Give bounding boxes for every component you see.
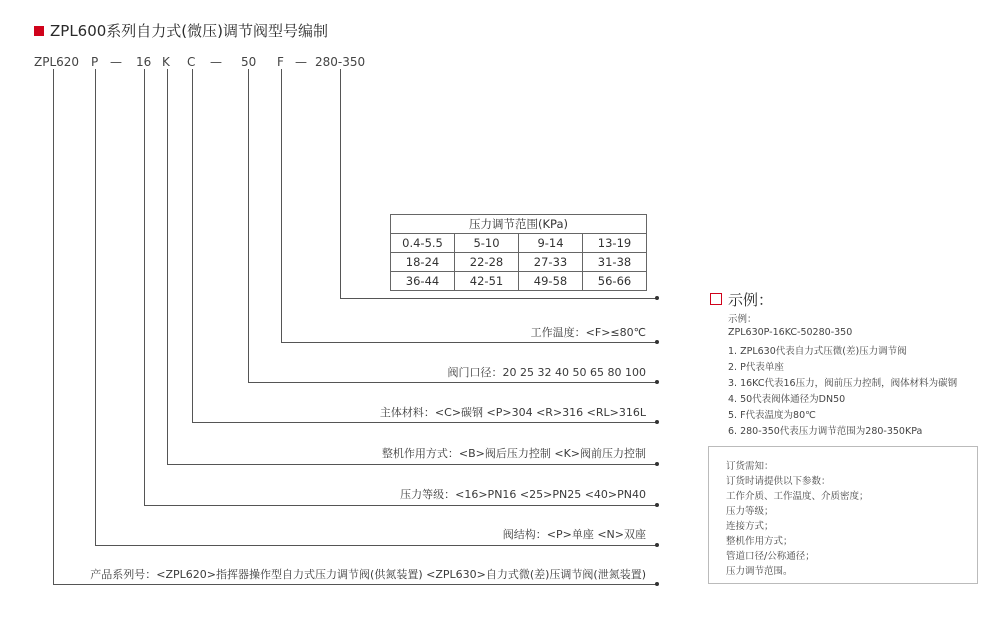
label-valve-structure: 阀结构：<P>单座 <N>双座 [502,528,646,541]
connector-dn [248,69,249,382]
hline-series [53,584,656,585]
example-line: 3. 16KC代表16压力，阀前压力控制，阀体材料为碳钢 [728,378,958,389]
hline-material [192,422,656,423]
code-temp: F [277,55,284,69]
example-marker-icon [710,293,722,305]
label-body-material: 主体材料：<C>碳钢 <P>304 <R>316 <RL>316L [379,406,646,419]
code-dn: 50 [241,55,257,69]
table-cell: 0.4-5.5 [391,234,455,253]
title-marker-icon [34,26,44,36]
code-action: K [162,55,170,69]
table-cell: 36-44 [391,272,455,291]
example-line: 示例： [728,314,757,325]
end-dot [655,380,659,384]
example-heading [710,289,773,310]
example-line: 2. P代表单座 [728,362,784,373]
connector-action [167,69,168,464]
connector-temp [281,69,282,342]
table-cell: 9-14 [519,234,583,253]
example-line: 6. 280-350代表压力调节范围为280-350KPa [728,426,923,437]
table-header-row [391,215,647,234]
order-note-line: 订货需知： [726,461,774,472]
code-material: C [187,55,196,69]
table-cell: 31-38 [583,253,647,272]
end-dot [655,296,659,300]
hline-action [167,464,656,465]
code-range: 280-350 [315,55,366,69]
example-heading-text: 示例： [728,291,774,309]
label-action-mode: 整机作用方式：<B>阀后压力控制 <K>阀前压力控制 [381,447,646,460]
order-note-line: 管道口径/公称通径； [726,551,815,562]
code-dash-2: — [210,55,222,69]
order-note-line: 压力调节范围。 [726,566,793,577]
connector-structure [95,69,96,545]
example-line: ZPL630P-16KC-50280-350 [728,327,853,338]
table-cell: 49-58 [519,272,583,291]
order-note-line: 整机作用方式； [726,536,793,547]
label-valve-diameter: 阀门口径：20 25 32 40 50 65 80 100 [447,366,646,379]
connector-material [192,69,193,422]
table-cell: 42-51 [455,272,519,291]
end-dot [655,503,659,507]
table-cell: 22-28 [455,253,519,272]
table-header: 压力调节范围(KPa) [391,215,647,234]
table-cell: 18-24 [391,253,455,272]
table-cell: 56-66 [583,272,647,291]
hline-structure [95,545,656,546]
connector-pressure [144,69,145,505]
hline-temp [281,342,656,343]
page-title-text: ZPL600系列自力式(微压)调节阀型号编制 [50,22,329,40]
pressure-range-table [390,214,647,291]
order-note-line: 订货时请提供以下参数： [726,476,831,487]
end-dot [655,543,659,547]
code-dash-1: — [110,55,122,69]
table-row [391,272,647,291]
order-note-line: 连接方式； [726,521,774,532]
label-pressure-class: 压力等级：<16>PN16 <25>PN25 <40>PN40 [400,488,646,501]
code-dash-3: — [295,55,307,69]
page-title [34,20,328,41]
end-dot [655,582,659,586]
order-note-line: 压力等级； [726,506,774,517]
table-cell: 13-19 [583,234,647,253]
example-line: 4. 50代表阀体通径为DN50 [728,394,846,405]
hline-pressure [144,505,656,506]
end-dot [655,420,659,424]
table-row [391,234,647,253]
hline-range [340,298,656,299]
table-row [391,253,647,272]
example-line: 1. ZPL630代表自力式压微(差)压力调节阀 [728,346,907,357]
order-note-line: 工作介质、工作温度、介质密度； [726,491,869,502]
end-dot [655,340,659,344]
example-line: 5. F代表温度为80℃ [728,410,816,421]
hline-dn [248,382,656,383]
code-structure: P [91,55,99,69]
label-temperature: 工作温度：<F>≤80℃ [530,326,646,339]
label-product-series: 产品系列号：<ZPL620>指挥器操作型自力式压力调节阀(供氮装置) <ZPL630>自力式微(差)压调节阀(泄氮装置) [90,568,646,581]
table-cell: 27-33 [519,253,583,272]
code-pressure: 16 [136,55,152,69]
connector-range [340,69,341,298]
table-cell: 5-10 [455,234,519,253]
end-dot [655,462,659,466]
code-series: ZPL620 [34,55,80,69]
connector-series [53,69,54,584]
